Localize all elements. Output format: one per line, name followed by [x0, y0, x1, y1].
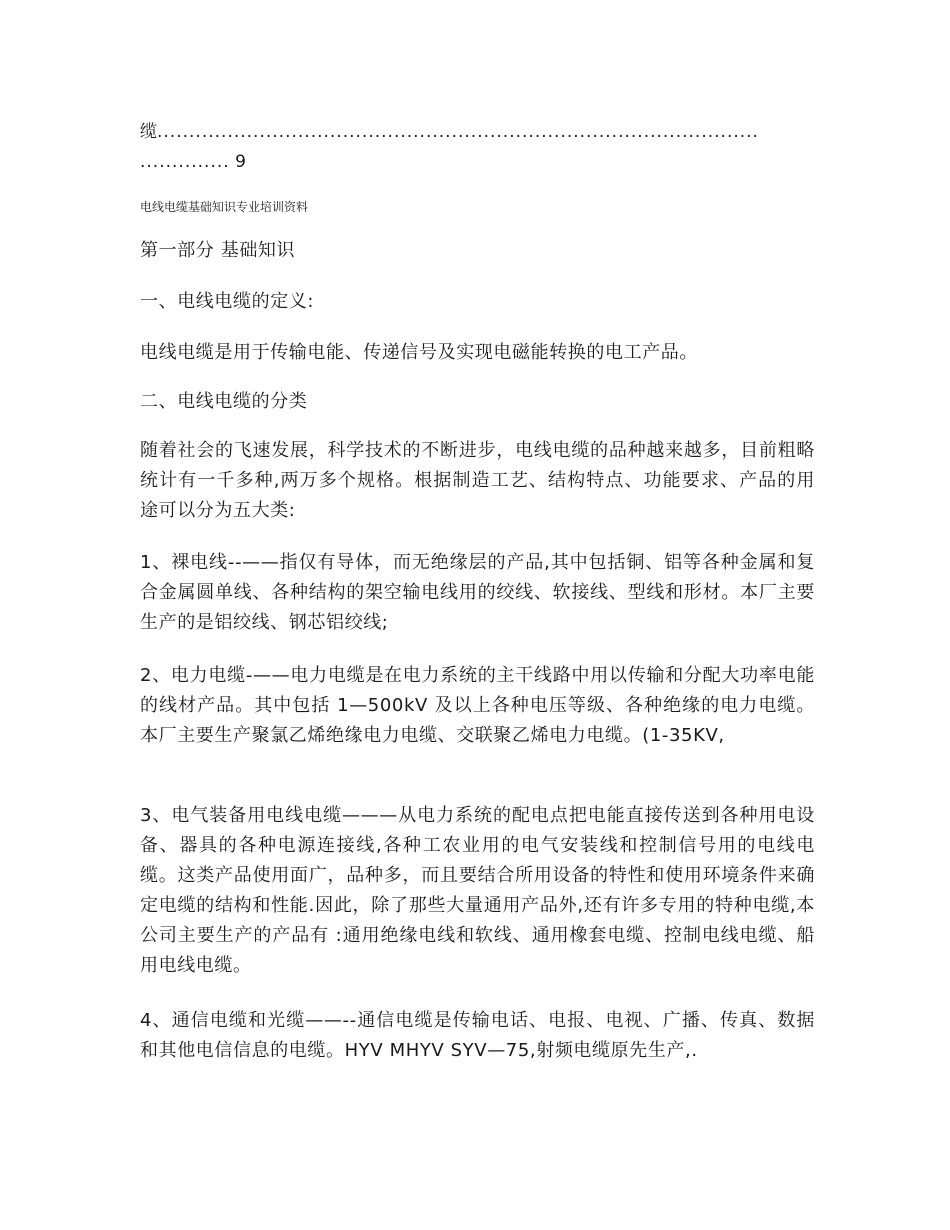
toc-entry-text: 缆 — [140, 122, 157, 142]
toc-entry-line-1 — [140, 120, 815, 144]
classification-item-3: 3、电气装备用电线电缆———从电力系统的配电点把电能直接传送到各种用电设备、器具的各种电源连接线,各种工农业用的电气安装线和控制信号用的电线电缆。这类产品使用面广，品种多，而且要结合所用设备的特性和使用环境条件来确定电缆的结构和性能.因此，除了那些大量通用产品外,还有许多专用的特种电缆,本公司主要生产的产品有 :通用绝缘电线和软线、通用橡套电缆、控制电线电缆、船用电线电缆。 — [140, 805, 815, 976]
section-heading-definition: 一、电线电缆的定义: — [140, 291, 315, 312]
toc-page-number: 9 — [235, 152, 246, 172]
classification-item-4: 4、通信电缆和光缆——--通信电缆是传输电话、电报、电视、广播、传真、数据和其他电信信息的电缆。HYV MHYV SYV—75,射频电缆原先生产,. — [140, 1010, 815, 1061]
toc-leader-dots: .............. — [140, 152, 230, 172]
classification-item-2: 2、电力电缆-——电力电缆是在电力系统的主干线路中用以传输和分配大功率电能的线材产品。其中包括 1—500kV 及以上各种电压等级、各种绝缘的电力电缆。本厂主要生产聚氯乙烯绝缘电力电缆、交联聚乙烯电力电缆。(1-35KV, — [140, 665, 815, 746]
classification-item-1: 1、裸电线--——指仅有导体，而无绝缘层的产品,其中包括铜、铝等各种金属和复合金属圆单线、各种结构的架空输电线用的绞线、软接线、型线和形材。本厂主要生产的是铝绞线、钢芯铝绞线; — [140, 552, 815, 633]
toc-entry-line-2 — [140, 150, 815, 174]
toc-leader-dots: .............................................................................................. — [157, 122, 759, 142]
definition-paragraph: 电线电缆是用于传输电能、传递信号及实现电磁能转换的电工产品。 — [140, 342, 698, 363]
part-title: 第一部分 基础知识 — [140, 240, 296, 261]
classification-intro-paragraph: 随着社会的飞速发展，科学技术的不断进步，电线电缆的品种越来越多，目前粗略统计有一千多种,两万多个规格。根据制造工艺、结构特点、功能要求、产品的用途可以分为五大类: — [140, 440, 815, 521]
section-heading-classification: 二、电线电缆的分类 — [140, 391, 308, 412]
document-header: 电线电缆基础知识专业培训资料 — [140, 200, 309, 214]
